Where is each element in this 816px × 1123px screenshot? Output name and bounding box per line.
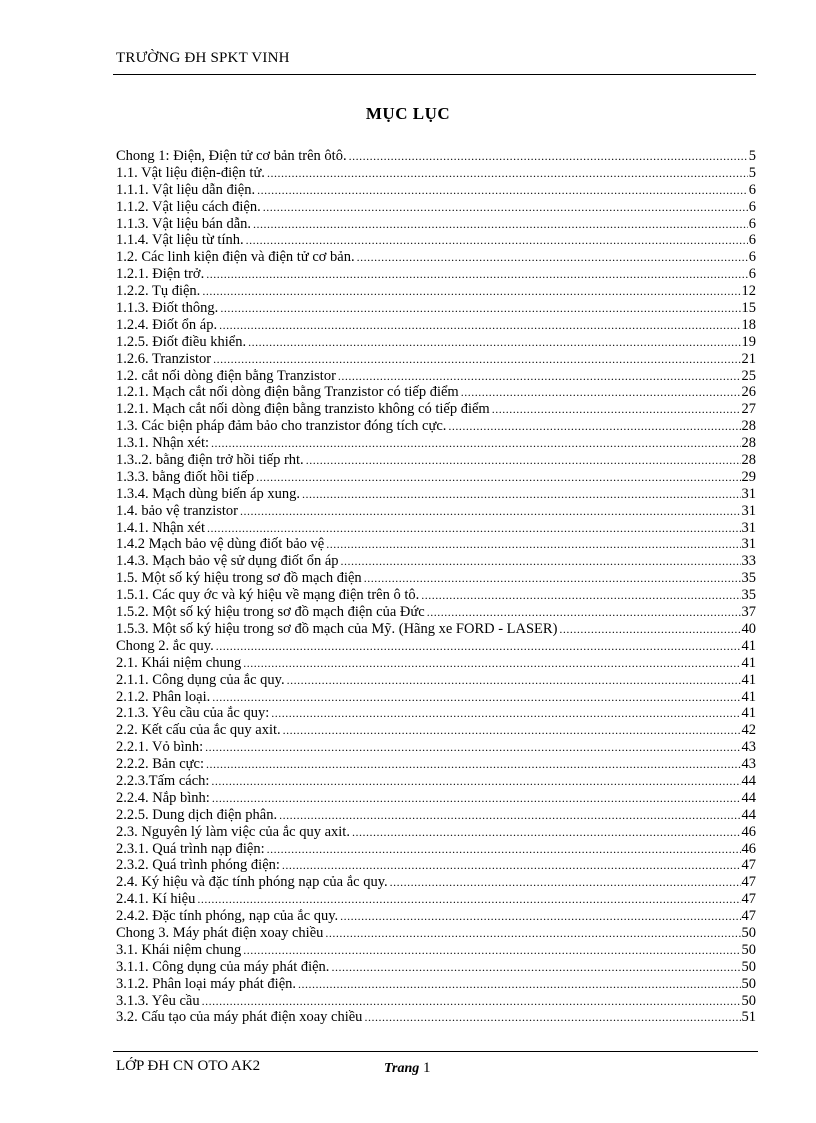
toc-entry-page: 47 (741, 908, 756, 925)
toc-entry-label: 2.4.1. Kí hiệu (116, 891, 196, 908)
toc-entry-label: 1.2.1. Mạch cắt nối dòng điện bằng Tranzistor có tiếp điểm (116, 384, 459, 401)
toc-entry-page: 43 (741, 739, 756, 756)
toc-entry (116, 334, 756, 351)
toc-entry (116, 249, 756, 266)
toc-dot-leader (246, 232, 748, 249)
toc-entry-label: 1.2.1. Điện trở. (116, 266, 205, 283)
toc-dot-leader (279, 807, 740, 824)
toc-entry-label: 1.4.3. Mạch bảo vệ sử dụng điốt ổn áp (116, 553, 339, 570)
toc-entry-label: 2.1.2. Phân loại. (116, 688, 211, 705)
toc-dot-leader (559, 621, 740, 638)
toc-entry-page: 47 (741, 857, 756, 874)
toc-entry-page: 18 (741, 316, 756, 333)
toc-dot-leader (338, 368, 741, 385)
footer-class-name: LỚP ĐH CN OTO AK2 (116, 1058, 261, 1074)
toc-dot-leader (267, 841, 741, 858)
toc-entry-page: 47 (741, 874, 756, 891)
toc-entry (116, 536, 756, 553)
toc-entry (116, 165, 756, 182)
toc-dot-leader (212, 689, 740, 706)
toc-dot-leader (349, 148, 748, 165)
toc-entry (116, 300, 756, 317)
toc-dot-leader (216, 638, 741, 655)
footer-divider (113, 1051, 758, 1052)
toc-entry (116, 216, 756, 233)
page-title: MỤC LỤC (365, 104, 451, 123)
toc-entry-page: 50 (741, 958, 756, 975)
toc-dot-leader (326, 536, 740, 553)
toc-entry-label: 2.2.1. Vỏ bình: (116, 739, 204, 756)
page-header: TRƯỜNG ĐH SPKT VINH (116, 50, 290, 66)
toc-entry (116, 672, 756, 689)
footer-page-number (384, 1060, 431, 1077)
toc-dot-leader (243, 655, 740, 672)
toc-entry-page: 27 (741, 401, 756, 418)
toc-entry-label: 2.4.2. Đặc tính phóng, nạp của ắc quy. (116, 908, 339, 925)
toc-entry (116, 976, 756, 993)
toc-entry-label: 3.1.3. Yêu cầu (116, 992, 200, 1009)
toc-entry-page: 6 (748, 232, 756, 249)
toc-entry-page: 40 (741, 620, 756, 637)
toc-entry (116, 824, 756, 841)
footer-page-word: Trang (384, 1061, 420, 1076)
toc-dot-leader (448, 418, 740, 435)
toc-entry-label: 2.1.1. Công dụng của ắc quy. (116, 671, 285, 688)
toc-entry-page: 47 (741, 891, 756, 908)
toc-entry (116, 570, 756, 587)
toc-entry-page: 21 (741, 350, 756, 367)
toc-entry (116, 891, 756, 908)
toc-entry (116, 368, 756, 385)
toc-dot-leader (302, 486, 740, 503)
toc-entry (116, 874, 756, 891)
toc-dot-leader (257, 182, 748, 199)
toc-entry (116, 452, 756, 469)
toc-entry-page: 28 (741, 452, 756, 469)
toc-entry-page: 25 (741, 367, 756, 384)
toc-dot-leader (461, 384, 741, 401)
toc-entry (116, 486, 756, 503)
toc-entry (116, 857, 756, 874)
toc-entry-page: 6 (748, 198, 756, 215)
toc-dot-leader (207, 520, 741, 537)
toc-entry-label: 1.5.1. Các quy ớc và ký hiệu về mạng điện trên ô tô. (116, 587, 420, 604)
toc-entry (116, 621, 756, 638)
toc-entry-label: 1.4.1. Nhận xét (116, 519, 205, 536)
toc-dot-leader (206, 266, 748, 283)
toc-entry-label: 1.4.2 Mạch bảo vệ dùng điốt bảo vệ (116, 536, 325, 553)
toc-entry-page: 12 (741, 283, 756, 300)
toc-dot-leader (390, 874, 741, 891)
toc-entry-page: 46 (741, 823, 756, 840)
toc-entry (116, 689, 756, 706)
toc-entry-page: 31 (741, 519, 756, 536)
toc-entry-label: 1.1.3. Điốt thông. (116, 300, 219, 317)
toc-entry-page: 50 (741, 975, 756, 992)
toc-entry (116, 773, 756, 790)
toc-entry-label: 3.1. Khái niệm chung (116, 941, 242, 958)
toc-entry-page: 31 (741, 485, 756, 502)
toc-entry (116, 638, 756, 655)
toc-entry (116, 148, 756, 165)
toc-entry-page: 5 (748, 164, 756, 181)
toc-dot-leader (213, 351, 740, 368)
toc-dot-leader (206, 756, 741, 773)
toc-dot-leader (267, 165, 748, 182)
toc-entry-label: 1.1.4. Vật liệu từ tính. (116, 232, 244, 249)
toc-entry-label: 1.2. Các linh kiện điện và điện tử cơ bản. (116, 249, 355, 266)
toc-entry (116, 469, 756, 486)
toc-entry-page: 26 (741, 384, 756, 401)
toc-entry-page: 31 (741, 536, 756, 553)
toc-entry-label: 3.2. Cấu tạo của máy phát điện xoay chiều (116, 1009, 363, 1026)
toc-entry-label: 2.3.1. Quá trình nạp điện: (116, 840, 265, 857)
toc-dot-leader (282, 857, 741, 874)
toc-dot-leader (243, 942, 740, 959)
toc-entry (116, 993, 756, 1010)
toc-entry-label: Chong 3. Máy phát điện xoay chiều (116, 924, 324, 941)
toc-entry (116, 722, 756, 739)
toc-dot-leader (202, 993, 741, 1010)
toc-entry-page: 50 (741, 924, 756, 941)
toc-entry (116, 959, 756, 976)
toc-entry-page: 44 (741, 806, 756, 823)
toc-entry (116, 807, 756, 824)
toc-entry-page: 6 (748, 215, 756, 232)
toc-entry (116, 520, 756, 537)
toc-entry-label: 1.3.1. Nhận xét: (116, 435, 210, 452)
toc-dot-leader (306, 452, 741, 469)
toc-entry-label: 1.2.5. Điốt điều khiển. (116, 333, 247, 350)
toc-dot-leader (263, 199, 748, 216)
toc-entry (116, 266, 756, 283)
toc-entry-label: 1.3.3. bằng điốt hồi tiếp (116, 468, 255, 485)
toc-entry (116, 435, 756, 452)
toc-dot-leader (212, 790, 741, 807)
toc-entry-label: Chong 1: Điện, Điện tử cơ bản trên ôtô. (116, 148, 347, 164)
toc-entry (116, 925, 756, 942)
toc-entry-label: 3.1.1. Công dụng của máy phát điện. (116, 958, 330, 975)
toc-entry (116, 401, 756, 418)
header-divider (113, 74, 756, 75)
toc-entry-label: 1.5.2. Một số ký hiệu trong sơ đồ mạch điện của Đức (116, 604, 425, 621)
toc-entry (116, 841, 756, 858)
toc-dot-leader (340, 908, 740, 925)
toc-entry (116, 283, 756, 300)
toc-entry-label: 1.2.6. Tranzistor (116, 350, 212, 367)
toc-entry-page: 44 (741, 772, 756, 789)
toc-entry-page: 43 (741, 756, 756, 773)
toc-entry-page: 28 (741, 435, 756, 452)
toc-entry-label: 1.3..2. bằng điện trở hồi tiếp rht. (116, 452, 304, 469)
toc-entry-page: 6 (748, 181, 756, 198)
toc-entry (116, 351, 756, 368)
toc-entry-page: 50 (741, 992, 756, 1009)
toc-entry (116, 587, 756, 604)
toc-dot-leader (211, 435, 740, 452)
toc-entry-label: 1.1.2. Vật liệu cách điện. (116, 198, 261, 215)
toc-dot-leader (341, 553, 741, 570)
toc-entry-label: 2.4. Ký hiệu và đặc tính phóng nạp của ắc quy. (116, 874, 388, 891)
toc-dot-leader (283, 722, 741, 739)
toc-entry-label: 1.1.1. Vật liệu dẫn điện. (116, 181, 256, 198)
toc-dot-leader (205, 739, 740, 756)
toc-entry (116, 199, 756, 216)
toc-entry (116, 790, 756, 807)
toc-entry (116, 418, 756, 435)
toc-entry (116, 705, 756, 722)
toc-entry-page: 44 (741, 789, 756, 806)
toc-entry-page: 50 (741, 941, 756, 958)
toc-entry-page: 42 (741, 722, 756, 739)
toc-entry-page: 51 (741, 1009, 756, 1026)
toc-dot-leader (357, 249, 748, 266)
toc-entry-page: 46 (741, 840, 756, 857)
toc-dot-leader (364, 570, 741, 587)
toc-entry (116, 182, 756, 199)
toc-entry-page: 29 (741, 468, 756, 485)
toc-entry-label: 3.1.2. Phân loại máy phát điện. (116, 975, 297, 992)
toc-entry-label: 2.1.3. Yêu cầu của ắc quy: (116, 705, 270, 722)
toc-entry-page: 35 (741, 587, 756, 604)
toc-entry (116, 553, 756, 570)
toc-entry-page: 41 (741, 671, 756, 688)
toc-entry-label: 2.2.3.Tấm cách: (116, 772, 210, 789)
toc-entry (116, 604, 756, 621)
toc-entry-label: 2.2.2. Bản cực: (116, 756, 204, 773)
toc-dot-leader (287, 672, 741, 689)
toc-entry-label: 1.4. bảo vệ tranzistor (116, 502, 239, 519)
toc-dot-leader (197, 891, 740, 908)
toc-entry-label: 1.5.3. Một số ký hiệu trong sơ đồ mạch của Mỹ. (Hãng xe FORD - LASER) (116, 620, 558, 637)
table-of-contents (116, 148, 756, 1026)
toc-dot-leader (256, 469, 740, 486)
toc-entry-page: 31 (741, 502, 756, 519)
toc-dot-leader (352, 824, 741, 841)
toc-entry-label: 1.2.4. Điốt ổn áp. (116, 316, 218, 333)
toc-entry-label: 1.2.1. Mạch cắt nối dòng điện bằng tranzisto không có tiếp điểm (116, 401, 490, 418)
toc-dot-leader (240, 503, 740, 520)
toc-dot-leader (421, 587, 740, 604)
toc-dot-leader (427, 604, 741, 621)
toc-entry (116, 756, 756, 773)
toc-entry-label: 1.3.4. Mạch dùng biến áp xung. (116, 485, 301, 502)
toc-entry-label: 1.1.3. Vật liệu bán dẫn. (116, 215, 252, 232)
toc-dot-leader (325, 925, 740, 942)
toc-entry-label: 1.5. Một số ký hiệu trong sơ đồ mạch điện (116, 570, 362, 587)
toc-entry (116, 1009, 756, 1026)
toc-dot-leader (298, 976, 740, 993)
toc-entry-label: 1.3. Các biện pháp đảm bảo cho tranzistor đóng tích cực. (116, 418, 447, 435)
toc-entry-label: 2.1. Khái niệm chung (116, 654, 242, 671)
toc-entry (116, 384, 756, 401)
toc-entry-label: Chong 2. ắc quy. (116, 637, 214, 654)
toc-entry-label: 2.2. Kết cấu của ắc quy axit. (116, 722, 281, 739)
toc-entry-label: 1.2.2. Tụ điện. (116, 283, 201, 300)
toc-entry (116, 942, 756, 959)
toc-entry (116, 503, 756, 520)
toc-entry-page: 37 (741, 604, 756, 621)
toc-dot-leader (248, 334, 740, 351)
toc-entry-label: 2.3. Nguyên lý làm việc của ắc quy axit. (116, 823, 350, 840)
toc-entry-page: 41 (741, 654, 756, 671)
toc-entry-label: 2.2.5. Dung dịch điện phân. (116, 806, 278, 823)
toc-entry-label: 2.3.2. Quá trình phóng điện: (116, 857, 280, 874)
toc-entry-page: 15 (741, 300, 756, 317)
toc-dot-leader (219, 317, 740, 334)
toc-dot-leader (220, 300, 740, 317)
toc-entry-page: 6 (748, 249, 756, 266)
toc-entry-page: 33 (741, 553, 756, 570)
toc-entry (116, 908, 756, 925)
toc-entry-page: 41 (741, 637, 756, 654)
toc-entry-label: 1.1. Vật liệu điện-điện tử. (116, 164, 265, 181)
toc-dot-leader (364, 1009, 740, 1026)
toc-entry-page: 5 (748, 148, 756, 164)
toc-entry-page: 19 (741, 333, 756, 350)
toc-entry-page: 41 (741, 688, 756, 705)
toc-entry-page: 35 (741, 570, 756, 587)
toc-dot-leader (211, 773, 740, 790)
toc-entry (116, 232, 756, 249)
toc-dot-leader (202, 283, 740, 300)
toc-entry-page: 41 (741, 705, 756, 722)
toc-entry (116, 739, 756, 756)
toc-dot-leader (331, 959, 740, 976)
toc-entry-page: 6 (748, 266, 756, 283)
toc-entry-label: 2.2.4. Nắp bình: (116, 789, 210, 806)
toc-dot-leader (271, 705, 740, 722)
toc-entry (116, 655, 756, 672)
footer-page-value: 1 (423, 1060, 431, 1076)
toc-dot-leader (253, 216, 748, 233)
toc-entry-page: 28 (741, 418, 756, 435)
toc-entry (116, 317, 756, 334)
toc-dot-leader (492, 401, 741, 418)
toc-entry-label: 1.2. cắt nối dòng điện bằng Tranzistor (116, 367, 336, 384)
